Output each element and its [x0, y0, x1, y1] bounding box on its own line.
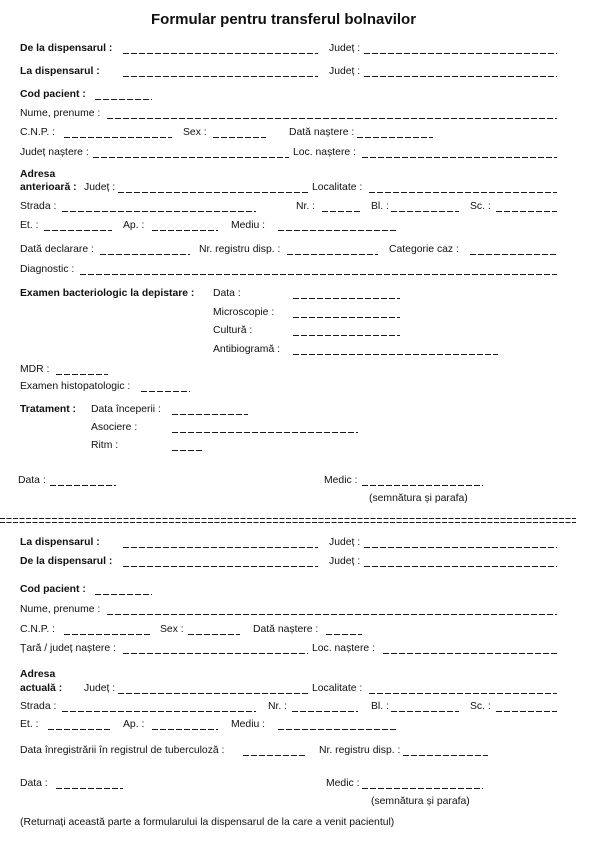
return-registry-number-blank [403, 755, 488, 756]
case-category-label: Categorie caz : [389, 244, 459, 255]
number-label: Nr. : [296, 201, 316, 212]
return-floor-blank [48, 729, 112, 730]
return-birth-country-county-blank [123, 653, 308, 654]
association-label: Asociere : [91, 422, 138, 433]
return-birth-date-label: Dată naștere : [253, 624, 319, 635]
street-label: Strada : [20, 201, 57, 212]
from-dispensary-county-label: Județ : [329, 43, 361, 54]
tb-registration-date-blank [243, 755, 306, 756]
to-dispensary-label: La dispensarul : [20, 66, 100, 77]
return-environment-label: Mediu : [231, 719, 266, 730]
address-county-label: Județ : [84, 182, 116, 193]
floor-label: Et. : [20, 220, 39, 231]
form-title: Formular pentru transferul bolnavilor [151, 11, 417, 28]
return-full-name-blank [107, 614, 557, 615]
registry-number-label: Nr. registru disp. : [199, 244, 281, 255]
return-from-dispensary-label: De la dispensarul : [20, 556, 113, 567]
return-staircase-blank [496, 711, 557, 712]
microscopy-label: Microscopie : [213, 307, 275, 318]
return-doctor-blank [362, 788, 483, 789]
previous-address-label: Adresa [20, 169, 56, 180]
return-apartment-label: Ap. : [123, 719, 145, 730]
return-birth-place-blank [383, 653, 557, 654]
bacteriology-exam-label: Examen bacteriologic la depistare : [20, 288, 195, 299]
previous-address-label-cont: anterioară : [20, 182, 77, 193]
return-apartment-blank [152, 729, 218, 730]
return-doctor-label: Medic : [326, 778, 360, 789]
environment-label: Mediu : [231, 220, 266, 231]
return-street-label: Strada : [20, 701, 57, 712]
block-label: Bl. : [371, 201, 389, 212]
return-number-blank [292, 711, 358, 712]
treatment-start-date-label: Data începerii : [91, 404, 161, 415]
return-from-dispensary-county-label: Județ : [329, 556, 361, 567]
return-address-county-blank [118, 693, 308, 694]
return-floor-label: Et. : [20, 719, 39, 730]
doctor-label: Medic : [324, 475, 358, 486]
date-label: Data : [18, 475, 46, 486]
return-date-blank [56, 788, 123, 789]
full-name-label: Nume, prenume : [20, 108, 101, 119]
birth-place-label: Loc. naștere : [293, 147, 356, 158]
patient-code-label: Cod pacient : [20, 89, 86, 100]
return-signature-note: (semnătura și parafa) [371, 796, 470, 807]
return-patient-code-label: Cod pacient : [20, 584, 86, 595]
culture-label: Cultură : [213, 325, 253, 336]
return-registry-number-label: Nr. registru disp. : [319, 745, 401, 756]
return-sex-blank [188, 634, 240, 635]
sex-label: Sex : [183, 127, 207, 138]
bacteriology-date-label: Data : [213, 288, 241, 299]
return-to-dispensary-county-label: Județ : [329, 537, 361, 548]
return-birth-country-county-label: Țară / județ naștere : [20, 643, 116, 654]
return-sex-label: Sex : [160, 624, 184, 635]
return-locality-blank [369, 693, 557, 694]
rhythm-label: Ritm : [91, 440, 119, 451]
diagnosis-label: Diagnostic : [20, 264, 75, 275]
signature-note: (semnătura și parafa) [369, 493, 468, 504]
return-locality-label: Localitate : [312, 683, 363, 694]
return-cnp-label: C.N.P. : [20, 624, 56, 635]
declaration-date-label: Dată declarare : [20, 244, 94, 255]
birth-date-label: Dată naștere : [289, 127, 355, 138]
birth-county-label: Județ naștere : [20, 147, 89, 158]
return-to-dispensary-label: La dispensarul : [20, 537, 100, 548]
return-to-dispensary-blank [123, 547, 318, 548]
apartment-label: Ap. : [123, 220, 145, 231]
return-birth-date-blank [326, 634, 362, 635]
return-environment-blank [278, 729, 398, 730]
locality-label: Localitate : [312, 182, 363, 193]
return-staircase-label: Sc. : [470, 701, 491, 712]
mdr-label: MDR : [20, 364, 50, 375]
return-from-dispensary-county-blank [364, 566, 557, 567]
return-to-dispensary-county-blank [364, 547, 557, 548]
return-street-blank [62, 711, 256, 712]
return-block-blank [391, 711, 459, 712]
return-birth-place-label: Loc. naștere : [312, 643, 375, 654]
histopathology-label: Examen histopatologic : [20, 381, 131, 392]
tb-registration-date-label: Data înregistrării în registrul de tuberculoză : [20, 745, 225, 756]
to-dispensary-county-label: Județ : [329, 66, 361, 77]
return-from-dispensary-blank [123, 566, 318, 567]
return-number-label: Nr. : [268, 701, 288, 712]
return-block-label: Bl. : [371, 701, 389, 712]
current-address-label-cont: actuală : [20, 683, 63, 694]
return-date-label: Data : [20, 778, 48, 789]
staircase-label: Sc. : [470, 201, 491, 212]
current-address-label: Adresa [20, 669, 56, 680]
cnp-label: C.N.P. : [20, 127, 56, 138]
return-full-name-label: Nume, prenume : [20, 604, 101, 615]
antibiogram-label: Antibiogramă : [213, 344, 280, 355]
treatment-label: Tratament : [20, 404, 77, 415]
return-patient-code-blank [95, 594, 152, 595]
return-instruction-note: (Returnați această parte a formularului la dispensarul de la care a venit pacientul) [20, 817, 395, 828]
from-dispensary-label: De la dispensarul : [20, 43, 113, 54]
return-cnp-blank [64, 634, 152, 635]
return-address-county-label: Județ : [84, 683, 116, 694]
